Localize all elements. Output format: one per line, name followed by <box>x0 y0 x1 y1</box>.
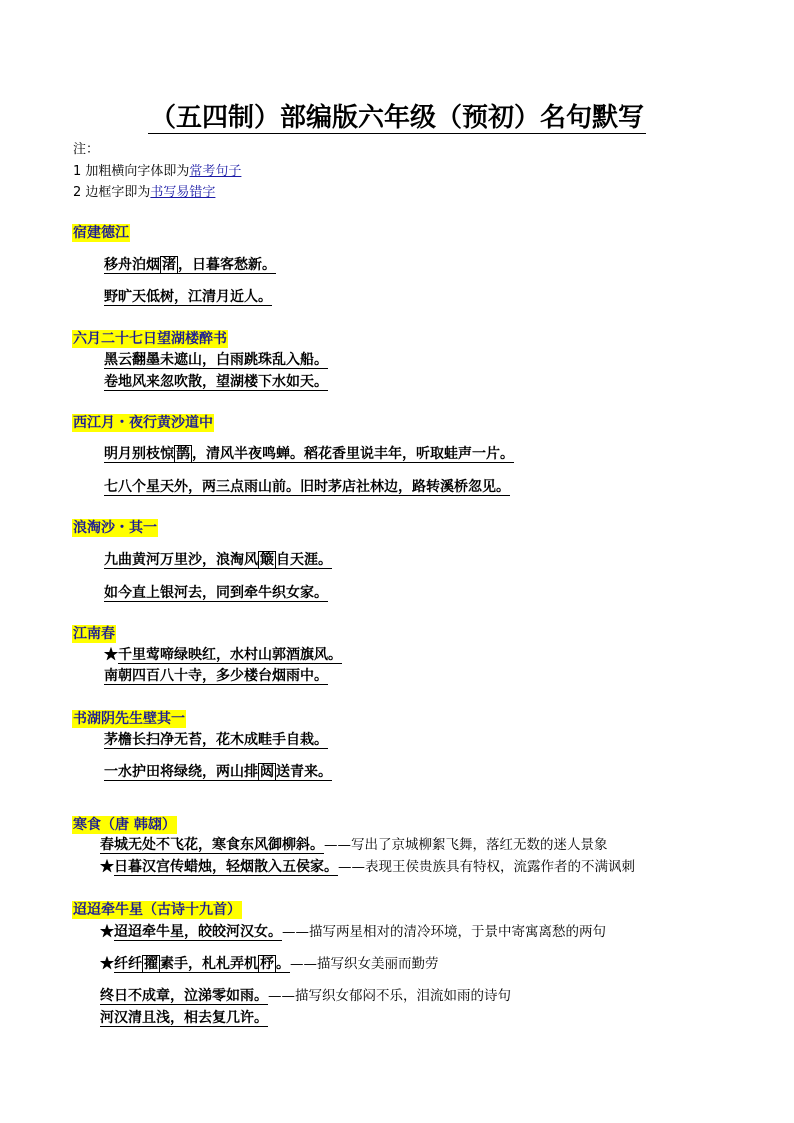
boxed-char: 簸 <box>260 552 274 568</box>
verse-line: 春城无处不飞花，寒食东风御柳斜。——写出了京城柳絮飞舞，落红无数的迷人景象 <box>100 837 608 853</box>
section-title: 书湖阴先生壁其一 <box>73 711 185 727</box>
section-title: 浪淘沙・其一 <box>73 520 157 536</box>
verse-line: 南朝四百八十寺，多少楼台烟雨中。 <box>104 668 328 684</box>
boxed-char: 杼 <box>260 956 274 972</box>
note-boxed: 2 边框字即为书写易错字 <box>73 185 216 200</box>
boxed-char: 闼 <box>260 764 274 780</box>
boxed-char: 擢 <box>144 956 158 972</box>
verse-line: 明月别枝惊 鹊 ，清风半夜鸣蝉。稻花香里说丰年，听取蛙声一片。 <box>104 446 514 462</box>
verse-line: 如今直上银河去，同到牵牛织女家。 <box>104 585 328 601</box>
section-title: 江南春 <box>73 626 115 642</box>
verse-line: ★日暮汉宫传蜡烛，轻烟散入五侯家。——表现王侯贵族具有特权，流露作者的不满讽刺 <box>100 859 635 875</box>
boxed-char: 鹊 <box>176 446 190 462</box>
page-title: （五四制）部编版六年级（预初）名句默写 <box>149 103 644 133</box>
section-title: 寒食（唐 韩翃） <box>73 817 176 833</box>
verse-line: ★迢迢牵牛星，皎皎河汉女。——描写两星相对的清冷环境，于景中寄寓离愁的两句 <box>100 924 606 940</box>
verse-line: 茅檐长扫净无苔，花木成畦手自栽。 <box>104 732 328 748</box>
star-icon: ★ <box>100 956 114 972</box>
note-heading: 注： <box>73 142 100 157</box>
verse-line: 九曲黄河万里沙，浪淘风 簸 自天涯。 <box>104 552 332 568</box>
verse-note: ——写出了京城柳絮飞舞，落红无数的迷人景象 <box>324 837 608 853</box>
verse-line: 卷地风来忽吹散，望湖楼下水如天。 <box>104 374 328 390</box>
verse-line: 终日不成章，泣涕零如雨。——描写织女郁闷不乐，泪流如雨的诗句 <box>100 988 511 1004</box>
verse-note: ——描写织女美丽而勤劳 <box>290 956 439 972</box>
verse-note: ——描写织女郁闷不乐，泪流如雨的诗句 <box>268 988 511 1004</box>
verse-line: ★千里莺啼绿映红，水村山郭酒旗风。 <box>104 647 342 663</box>
note-bold: 1 加粗横向字体即为常考句子 <box>73 164 242 179</box>
verse-line: 移舟泊烟 渚 ，日暮客愁新。 <box>104 257 276 273</box>
verse-line: 七八个星天外，两三点雨山前。旧时茅店社林边，路转溪桥忽见。 <box>104 479 510 495</box>
star-icon: ★ <box>100 859 114 875</box>
section-title: 迢迢牵牛星（古诗十九首） <box>73 902 241 918</box>
verse-line: ★纤纤 擢 素手，札札弄机 杼 。——描写织女美丽而勤劳 <box>100 956 439 972</box>
verse-line: 一水护田将绿绕，两山排 闼 送青来。 <box>104 764 332 780</box>
section-title: 六月二十七日望湖楼醉书 <box>73 331 227 347</box>
verse-line: 河汉清且浅，相去复几许。 <box>100 1010 268 1026</box>
star-icon: ★ <box>100 924 114 940</box>
verse-line: 野旷天低树，江清月近人。 <box>104 289 272 305</box>
verse-note: ——表现王侯贵族具有特权，流露作者的不满讽刺 <box>338 859 635 875</box>
section-title: 宿建德江 <box>73 225 129 241</box>
note-link-error-prone-chars[interactable]: 书写易错字 <box>150 185 216 200</box>
star-icon: ★ <box>104 647 118 663</box>
verse-note: ——描写两星相对的清冷环境，于景中寄寓离愁的两句 <box>282 924 606 940</box>
boxed-char: 渚 <box>162 257 176 273</box>
verse-line: 黑云翻墨未遮山，白雨跳珠乱入船。 <box>104 352 328 368</box>
note-link-common-sentences[interactable]: 常考句子 <box>189 164 242 179</box>
section-title: 西江月・夜行黄沙道中 <box>73 415 213 431</box>
